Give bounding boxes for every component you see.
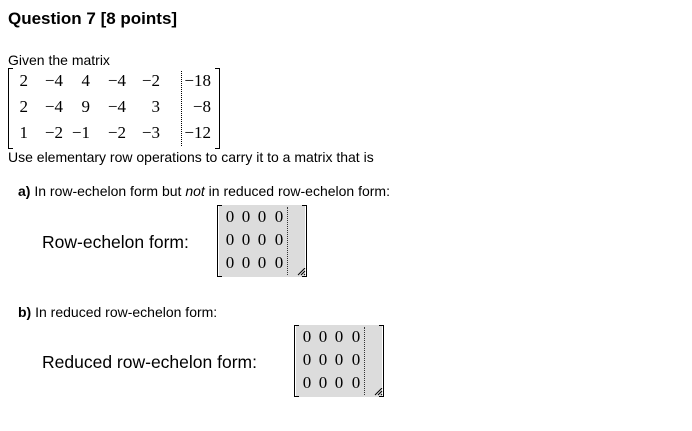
- matrix-entry-input[interactable]: 0: [274, 253, 284, 272]
- given-matrix-cell: −2: [44, 123, 63, 142]
- given-matrix-cell: −4: [107, 97, 126, 116]
- given-matrix-cell: 3: [151, 97, 160, 116]
- matrix-entry-input[interactable]: 0: [318, 350, 328, 369]
- matrix-entry-input[interactable]: 0: [257, 253, 267, 272]
- instruction-text: Use elementary row operations to carry it to a matrix that is: [8, 149, 374, 165]
- reduced-row-echelon-matrix-input[interactable]: [294, 325, 384, 397]
- matrix-entry-input[interactable]: 0: [257, 230, 267, 249]
- given-matrix-cell: 4: [81, 71, 90, 90]
- given-matrix-cell: −4: [44, 71, 63, 90]
- given-matrix-cell: −12: [184, 123, 211, 142]
- augmented-divider: [364, 327, 365, 395]
- given-matrix-cell: −2: [141, 71, 160, 90]
- matrix-entry-input[interactable]: 0: [302, 327, 312, 346]
- matrix-entry-input[interactable]: 0: [274, 207, 284, 226]
- matrix-entry-input[interactable]: 0: [351, 350, 361, 369]
- given-matrix-cell: −4: [44, 97, 63, 116]
- row-echelon-matrix-input[interactable]: [217, 205, 307, 277]
- augmented-divider: [287, 207, 288, 275]
- matrix-entry-input[interactable]: 0: [334, 327, 344, 346]
- augmented-divider: [181, 71, 182, 146]
- matrix-entry-input[interactable]: 0: [241, 230, 251, 249]
- resize-grip-icon[interactable]: [297, 268, 306, 276]
- matrix-entry-input[interactable]: 0: [302, 373, 312, 392]
- given-matrix: [8, 68, 220, 149]
- matrix-entry-input[interactable]: 0: [274, 230, 284, 249]
- matrix-entry-input[interactable]: 0: [334, 373, 344, 392]
- matrix-entry-input[interactable]: 0: [241, 207, 251, 226]
- matrix-entry-input[interactable]: 0: [318, 373, 328, 392]
- part-a-prompt: [18, 183, 390, 199]
- matrix-entry-input[interactable]: 0: [241, 253, 251, 272]
- given-matrix-cell: −2: [107, 123, 126, 142]
- part-b-letter: b): [18, 304, 32, 320]
- matrix-entry-input[interactable]: 0: [334, 350, 344, 369]
- matrix-entry-input[interactable]: 0: [225, 207, 235, 226]
- matrix-entry-input[interactable]: 0: [302, 350, 312, 369]
- given-matrix-cell: −8: [192, 97, 211, 116]
- given-text: Given the matrix: [8, 52, 110, 68]
- matrix-entry-input[interactable]: 0: [225, 253, 235, 272]
- question-title: Question 7 [8 points]: [8, 9, 178, 28]
- matrix-entry-input[interactable]: 0: [225, 230, 235, 249]
- part-a-emphasis: not: [185, 183, 205, 199]
- given-matrix-cell: −4: [107, 71, 126, 90]
- row-echelon-label: Row-echelon form:: [42, 232, 189, 252]
- reduced-row-echelon-label: Reduced row-echelon form:: [42, 352, 257, 372]
- part-a-text-before: In row-echelon form but: [34, 183, 182, 199]
- part-b-prompt: [18, 304, 217, 320]
- given-matrix-cell: −1: [71, 123, 90, 142]
- given-matrix-cell: 2: [19, 71, 28, 90]
- matrix-entry-input[interactable]: 0: [351, 373, 361, 392]
- given-matrix-cell: 2: [19, 97, 28, 116]
- matrix-entry-input[interactable]: 0: [351, 327, 361, 346]
- resize-grip-icon[interactable]: [374, 388, 383, 396]
- given-matrix-cell: 9: [81, 97, 90, 116]
- matrix-entry-input[interactable]: 0: [257, 207, 267, 226]
- given-matrix-cell: 1: [19, 123, 28, 142]
- given-matrix-cell: −3: [141, 123, 160, 142]
- given-matrix-cell: −18: [184, 71, 211, 90]
- part-b-text: In reduced row-echelon form:: [35, 304, 218, 320]
- part-a-letter: a): [18, 183, 31, 199]
- matrix-entry-input[interactable]: 0: [318, 327, 328, 346]
- part-a-text-after: in reduced row-echelon form:: [208, 183, 390, 199]
